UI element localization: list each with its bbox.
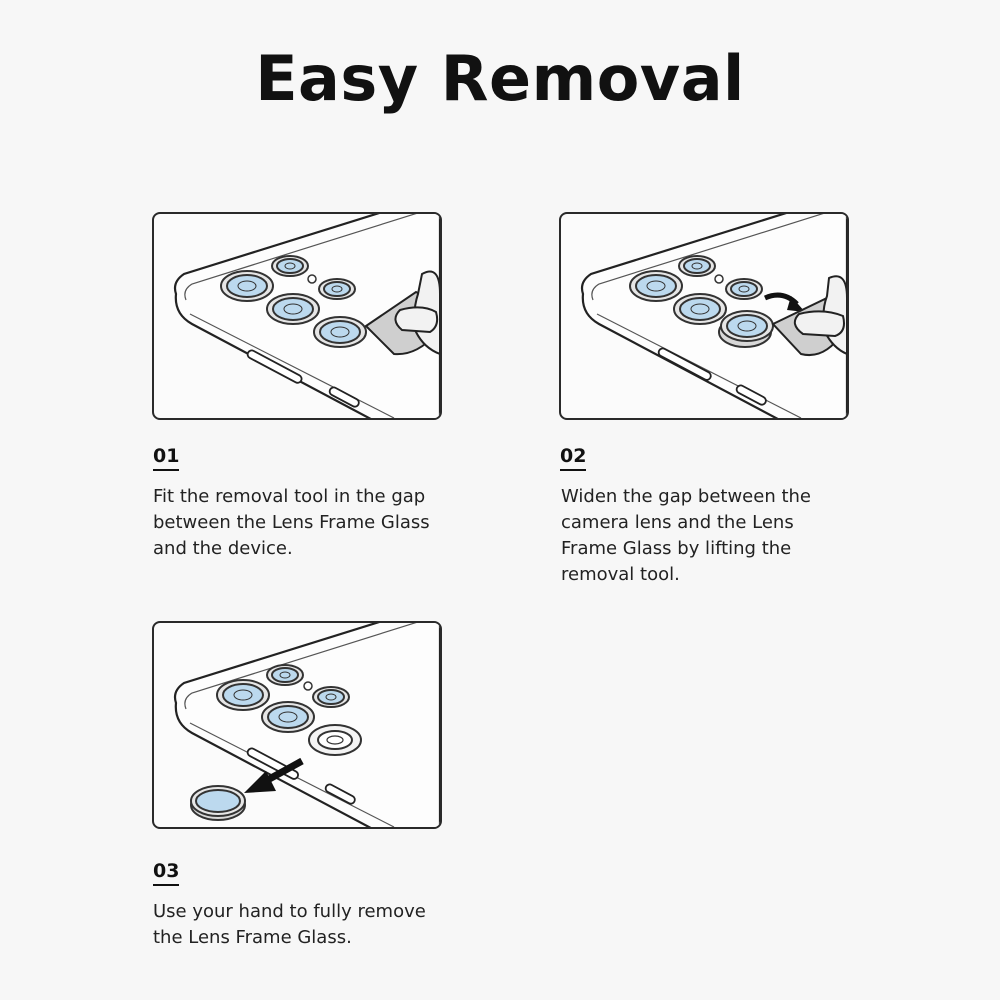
step-1-illustration — [152, 212, 442, 420]
step-1-text: Fit the removal tool in the gap between the Lens Frame Glass and the device. — [153, 486, 430, 559]
step-2-text: Widen the gap between the camera lens and the Lens Frame Glass by lifting the removal tool. — [561, 486, 811, 585]
camera-lens — [313, 687, 349, 707]
camera-lens — [217, 680, 269, 710]
step-1-number: 01 — [153, 447, 179, 471]
step-3-number: 03 — [153, 862, 179, 886]
step-2-illustration — [559, 212, 849, 420]
step-2-number: 02 — [560, 447, 586, 471]
lifted-lens-frame — [719, 311, 773, 347]
camera-lens — [262, 702, 314, 732]
camera-lens — [272, 256, 308, 276]
camera-lens — [314, 317, 366, 347]
step-3-text: Use your hand to fully remove the Lens Frame Glass. — [153, 901, 426, 948]
page-title: Easy Removal — [255, 42, 745, 115]
camera-lens — [630, 271, 682, 301]
camera-lens — [267, 294, 319, 324]
camera-lens — [267, 665, 303, 685]
step-3-illustration — [152, 621, 442, 829]
camera-lens — [674, 294, 726, 324]
camera-lens — [726, 279, 762, 299]
camera-lens — [319, 279, 355, 299]
removed-lens-frame — [191, 786, 245, 820]
bare-camera — [309, 725, 361, 755]
camera-lens — [679, 256, 715, 276]
camera-lens — [221, 271, 273, 301]
